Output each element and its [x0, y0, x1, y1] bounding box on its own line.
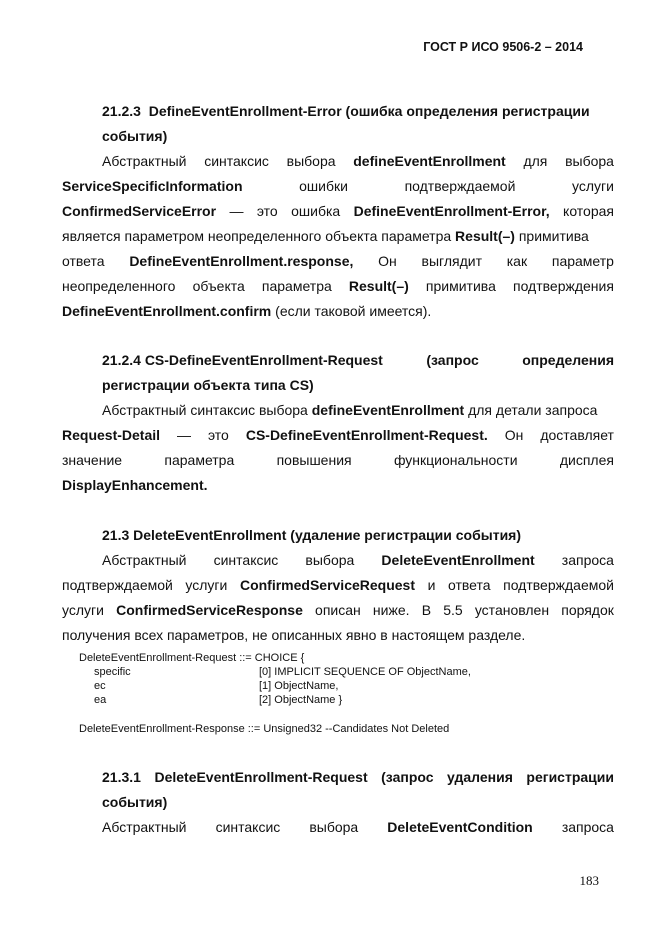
- code-field-type: [2] ObjectName }: [259, 694, 343, 706]
- page-number: 183: [579, 873, 599, 888]
- section-21-3-1-heading-cont: события): [102, 794, 168, 810]
- section-21-2-3-heading: 21.2.3 DefineEventEnrollment-Error (ошибка определения регистрации: [102, 103, 590, 119]
- code-line: DeleteEventEnrollment-Response ::= Unsigned32 --Candidates Not Deleted: [79, 723, 450, 735]
- section-21-2-4-heading: 21.2.4 CS-DefineEventEnrollment-Request (запрос определения: [102, 352, 614, 368]
- section-21-3-1-heading: 21.3.1 DeleteEventEnrollment-Request (запрос удаления регистрации: [102, 769, 614, 785]
- paragraph-line: значение параметра повышения функциональности дисплея: [62, 452, 614, 468]
- paragraph-line: Абстрактный синтаксис выбора DeleteEventCondition запроса: [102, 819, 614, 835]
- paragraph-line: подтверждаемой услуги ConfirmedServiceRequest и ответа подтверждаемой: [62, 577, 614, 593]
- code-line: DeleteEventEnrollment-Request ::= CHOICE {: [79, 652, 305, 664]
- code-field-name: ea: [94, 694, 107, 706]
- paragraph-line: Абстрактный синтаксис выбора DeleteEventEnrollment запроса: [102, 552, 614, 568]
- code-field-name: specific: [94, 666, 131, 678]
- paragraph-line: DisplayEnhancement.: [62, 477, 208, 493]
- paragraph-line: услуги ConfirmedServiceResponse описан ниже. В 5.5 установлен порядок: [62, 602, 614, 618]
- section-21-3-heading: 21.3 DeleteEventEnrollment (удаление регистрации события): [102, 527, 522, 543]
- code-field-type: [1] ObjectName,: [259, 680, 339, 692]
- paragraph-line: Request-Detail — это CS-DefineEventEnrollment-Request. Он доставляет: [62, 427, 614, 443]
- paragraph-line: Абстрактный синтаксис выбора defineEventEnrollment для детали запроса: [102, 402, 598, 418]
- paragraph-line: ответа DefineEventEnrollment.response, Он выглядит как параметр: [62, 253, 614, 269]
- paragraph-line: DefineEventEnrollment.confirm (если таковой имеется).: [62, 303, 432, 319]
- code-field-name: ec: [94, 680, 106, 692]
- paragraph-line: ServiceSpecificInformation ошибки подтверждаемой услуги: [62, 178, 614, 194]
- paragraph-line: неопределенного объекта параметра Result(–) примитива подтверждения: [62, 278, 614, 294]
- paragraph-line: Абстрактный синтаксис выбора defineEventEnrollment для выбора: [102, 153, 614, 169]
- paragraph-line: является параметром неопределенного объекта параметра Result(–) примитива: [62, 228, 589, 244]
- document-header: ГОСТ Р ИСО 9506-2 – 2014: [423, 40, 583, 54]
- paragraph-line: ConfirmedServiceError — это ошибка DefineEventEnrollment-Error, которая: [62, 203, 614, 219]
- section-21-2-4-heading-cont: регистрации объекта типа CS): [102, 377, 314, 393]
- paragraph-line: получения всех параметров, не описанных явно в настоящем разделе.: [62, 627, 526, 643]
- section-21-2-3-heading-cont: события): [102, 128, 168, 144]
- code-field-type: [0] IMPLICIT SEQUENCE OF ObjectName,: [259, 666, 471, 678]
